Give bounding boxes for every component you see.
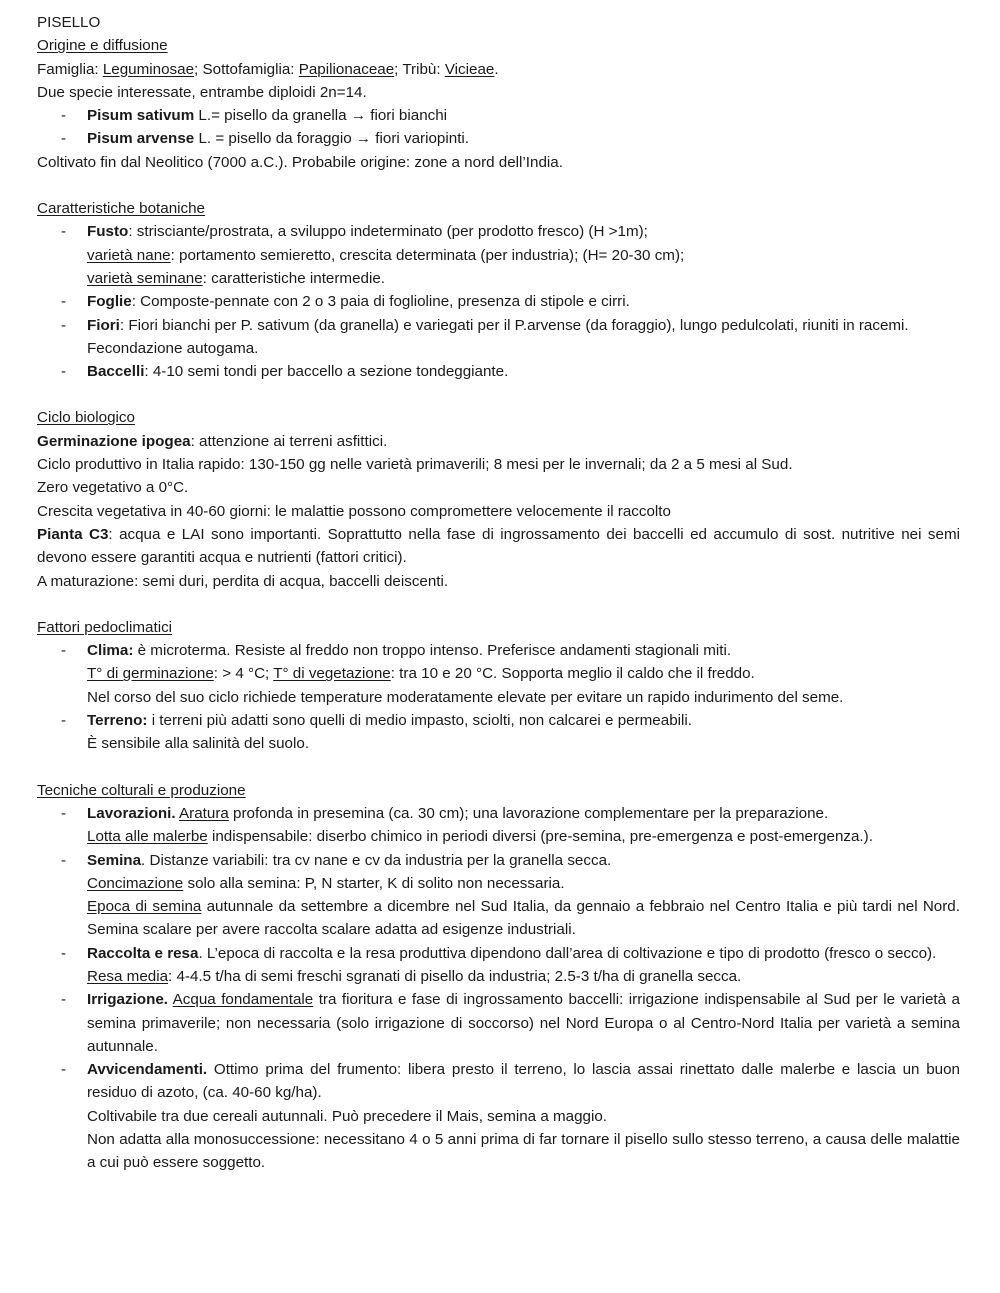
- term-avvicendamenti: Avvicendamenti.: [87, 1061, 208, 1079]
- text: : 4-10 semi tondi per baccello a sezione tondeggiante.: [144, 363, 509, 381]
- text: indispensabile: diserbo chimico in periodi diversi (pre-semina, pre-emergenza e post-emergenza.).: [207, 828, 873, 846]
- term-foglie: Foglie: [87, 293, 132, 311]
- term-raccolta-resa: Raccolta e resa: [87, 944, 199, 962]
- term-acqua-fondamentale: Acqua fondamentale: [172, 991, 314, 1009]
- list-item: [37, 360, 960, 383]
- list-item: [37, 127, 960, 150]
- list-item: [37, 314, 960, 361]
- paragraph-pianta-c3: [37, 523, 960, 570]
- document-title: PISELLO: [37, 14, 101, 31]
- term-fiori: Fiori: [87, 316, 120, 334]
- text: : attenzione ai terreni asfittici.: [190, 432, 388, 450]
- term-terreno: Terreno:: [87, 712, 148, 730]
- text: Coltivabile tra due cereali autunnali. Può precedere il Mais, semina a maggio.: [87, 1107, 608, 1125]
- term-vicieae: Vicieae: [444, 60, 495, 78]
- bullet-dash: -: [61, 107, 67, 125]
- paragraph-germinazione: [37, 430, 960, 453]
- text: tra fioritura e fase di ingrossamento baccelli: irrigazione indispensabile al Sud per le varietà a semina primaverile; non necessaria (solo irrigazione di soccorso) nel Nord Europa o al Centro-Nord Italia per varietà a semina autunnale.: [87, 991, 961, 1055]
- bullet-dash: -: [61, 223, 67, 241]
- section-fattori: [37, 616, 960, 756]
- bullet-dash: -: [61, 851, 67, 869]
- term-irrigazione: Irrigazione.: [87, 991, 169, 1009]
- term-pisum-sativum: Pisum sativum: [87, 107, 195, 125]
- bullet-dash: -: [61, 944, 67, 962]
- paragraph-zero-vegetativo: Zero vegetativo a 0°C.: [37, 479, 189, 497]
- section-heading: Fattori pedoclimatici: [37, 618, 173, 636]
- text: è microterma. Resiste al freddo non troppo intenso. Preferisce andamenti stagionali miti.: [133, 642, 732, 660]
- text: solo alla semina: P, N starter, K di solito non necessaria.: [183, 874, 565, 892]
- text: autunnale da settembre a dicembre nel Sud Italia, da gennaio a febbraio nel Centro Italia e più tardi nel Nord. Semina scalare per avere raccolta scalare adatta ad esigenze industriali.: [87, 898, 960, 939]
- term-lotta-malerbe: Lotta alle malerbe: [87, 828, 208, 846]
- botanic-list: [37, 220, 960, 383]
- paragraph-maturazione: A maturazione: semi duri, perdita di acqua, baccelli deiscenti.: [37, 572, 449, 590]
- paragraph-famiglia: [37, 58, 960, 81]
- text: : tra 10 e 20 °C. Sopporta meglio il caldo che il freddo.: [390, 665, 755, 683]
- text: Ottimo prima del frumento: libera presto il terreno, lo lascia assai rinettato dalle malerbe e lascia un buon residuo di azoto, (ca. 40-60 kg/ha).: [87, 1061, 960, 1102]
- list-item: [37, 802, 960, 849]
- paragraph-ciclo-produttivo: Ciclo produttivo in Italia rapido: 130-150 gg nelle varietà primaverili; 8 mesi per le invernali; da 2 a 5 mesi al Sud.: [37, 456, 793, 474]
- section-origine: [37, 11, 960, 174]
- text: : Fiori bianchi per P. sativum (da granella) e variegati per il P.arvense (da foraggio), lungo pedulcolati, riuniti in racemi. Fecondazione autogama.: [87, 316, 909, 357]
- text: : caratteristiche intermedie.: [202, 269, 385, 287]
- term-germinazione: Germinazione ipogea: [37, 432, 191, 450]
- bullet-dash: -: [61, 316, 67, 334]
- term-leguminosae: Leguminosae: [102, 60, 195, 78]
- text: ; Sottofamiglia:: [194, 60, 299, 78]
- text: Nel corso del suo ciclo richiede temperature moderatamente elevate per evitare un rapido indurimento del seme.: [87, 688, 844, 706]
- text: L. = pisello da foraggio → fiori variopinti.: [194, 130, 470, 148]
- term-semina: Semina: [87, 851, 142, 869]
- text: i terreni più adatti sono quelli di medio impasto, sciolti, non calcarei e permeabili.: [147, 712, 692, 730]
- text: : > 4 °C;: [213, 665, 274, 683]
- term-concimazione: Concimazione: [87, 874, 184, 892]
- list-item: [37, 988, 960, 1058]
- term-resa-media: Resa media: [87, 967, 169, 985]
- bullet-dash: -: [61, 991, 67, 1009]
- bullet-dash: -: [61, 712, 67, 730]
- paragraph-specie: Due specie interessate, entrambe diploidi 2n=14.: [37, 83, 367, 101]
- text: profonda in presemina (ca. 30 cm); una lavorazione complementare per la preparazione.: [228, 804, 829, 822]
- section-heading: Tecniche colturali e produzione: [37, 781, 246, 799]
- list-item: [37, 849, 960, 942]
- text: : strisciante/prostrata, a sviluppo indeterminato (per prodotto fresco) (H >1m);: [128, 223, 648, 241]
- term-t-germinazione: T° di germinazione: [87, 665, 214, 683]
- species-list: [37, 104, 960, 151]
- term-pisum-arvense: Pisum arvense: [87, 130, 195, 148]
- bullet-dash: -: [61, 1061, 67, 1079]
- list-item: [37, 290, 960, 313]
- term-baccelli: Baccelli: [87, 363, 145, 381]
- term-epoca-semina: Epoca di semina: [87, 898, 202, 916]
- section-tecniche: [37, 779, 960, 1175]
- text: È sensibile alla salinità del suolo.: [87, 735, 310, 753]
- list-item: [37, 104, 960, 127]
- section-caratteristiche: [37, 197, 960, 383]
- text: : portamento semieretto, crescita determinata (per industria); (H= 20-30 cm);: [170, 246, 685, 264]
- bullet-dash: -: [61, 130, 67, 148]
- term-varieta-seminane: varietà seminane: [87, 269, 203, 287]
- text: ; Tribù:: [394, 60, 445, 78]
- paragraph-crescita: Crescita vegetativa in 40-60 giorni: le malattie possono compromettere velocemente il raccolto: [37, 502, 671, 520]
- paragraph-neolitico: Coltivato fin dal Neolitico (7000 a.C.). Probabile origine: zone a nord dell’India.: [37, 153, 563, 171]
- term-aratura: Aratura: [179, 804, 229, 822]
- term-t-vegetazione: T° di vegetazione: [273, 665, 391, 683]
- term-clima: Clima:: [87, 642, 134, 660]
- term-varieta-nane: varietà nane: [87, 246, 171, 264]
- bullet-dash: -: [61, 293, 67, 311]
- bullet-dash: -: [61, 363, 67, 381]
- text: .: [494, 60, 499, 78]
- text: : acqua e LAI sono importanti. Soprattutto nella fase di ingrossamento dei baccelli ed accumulo di sost. nutritive nei semi devono essere garantiti acqua e nutrienti (fattori critici).: [37, 525, 960, 567]
- text: . Distanze variabili: tra cv nane e cv da industria per la granella secca.: [141, 851, 612, 869]
- term-fusto: Fusto: [87, 223, 129, 241]
- tecniche-list: [37, 802, 960, 1175]
- section-heading: Caratteristiche botaniche: [37, 200, 205, 218]
- list-item: [37, 942, 960, 989]
- section-ciclo: [37, 406, 960, 592]
- term-pianta-c3: Pianta C3: [37, 525, 109, 543]
- list-item: [37, 1058, 960, 1174]
- term-papilionaceae: Papilionaceae: [298, 60, 395, 78]
- list-item: [37, 709, 960, 756]
- list-item: [37, 220, 960, 290]
- text: : Composte-pennate con 2 o 3 paia di foglioline, presenza di stipole e cirri.: [131, 293, 630, 311]
- term-lavorazioni: Lavorazioni.: [87, 804, 176, 822]
- list-item: [37, 639, 960, 709]
- bullet-dash: -: [61, 642, 67, 660]
- text: Non adatta alla monosuccessione: necessitano 4 o 5 anni prima di far tornare il pisello sullo stesso terreno, a causa delle malattie a cui può essere soggetto.: [87, 1131, 960, 1172]
- text: . L’epoca di raccolta e la resa produttiva dipendono dall’area di coltivazione e tipo di prodotto (fresco o secco).: [198, 944, 937, 962]
- section-heading: Origine e diffusione: [37, 37, 168, 55]
- text: L.= pisello da granella → fiori bianchi: [194, 107, 448, 125]
- section-heading: Ciclo biologico: [37, 409, 135, 427]
- text: : 4-4.5 t/ha di semi freschi sgranati di pisello da industria; 2.5-3 t/ha di granella secca.: [168, 967, 742, 985]
- fattori-list: [37, 639, 960, 755]
- bullet-dash: -: [61, 804, 67, 822]
- text: Famiglia:: [37, 60, 103, 78]
